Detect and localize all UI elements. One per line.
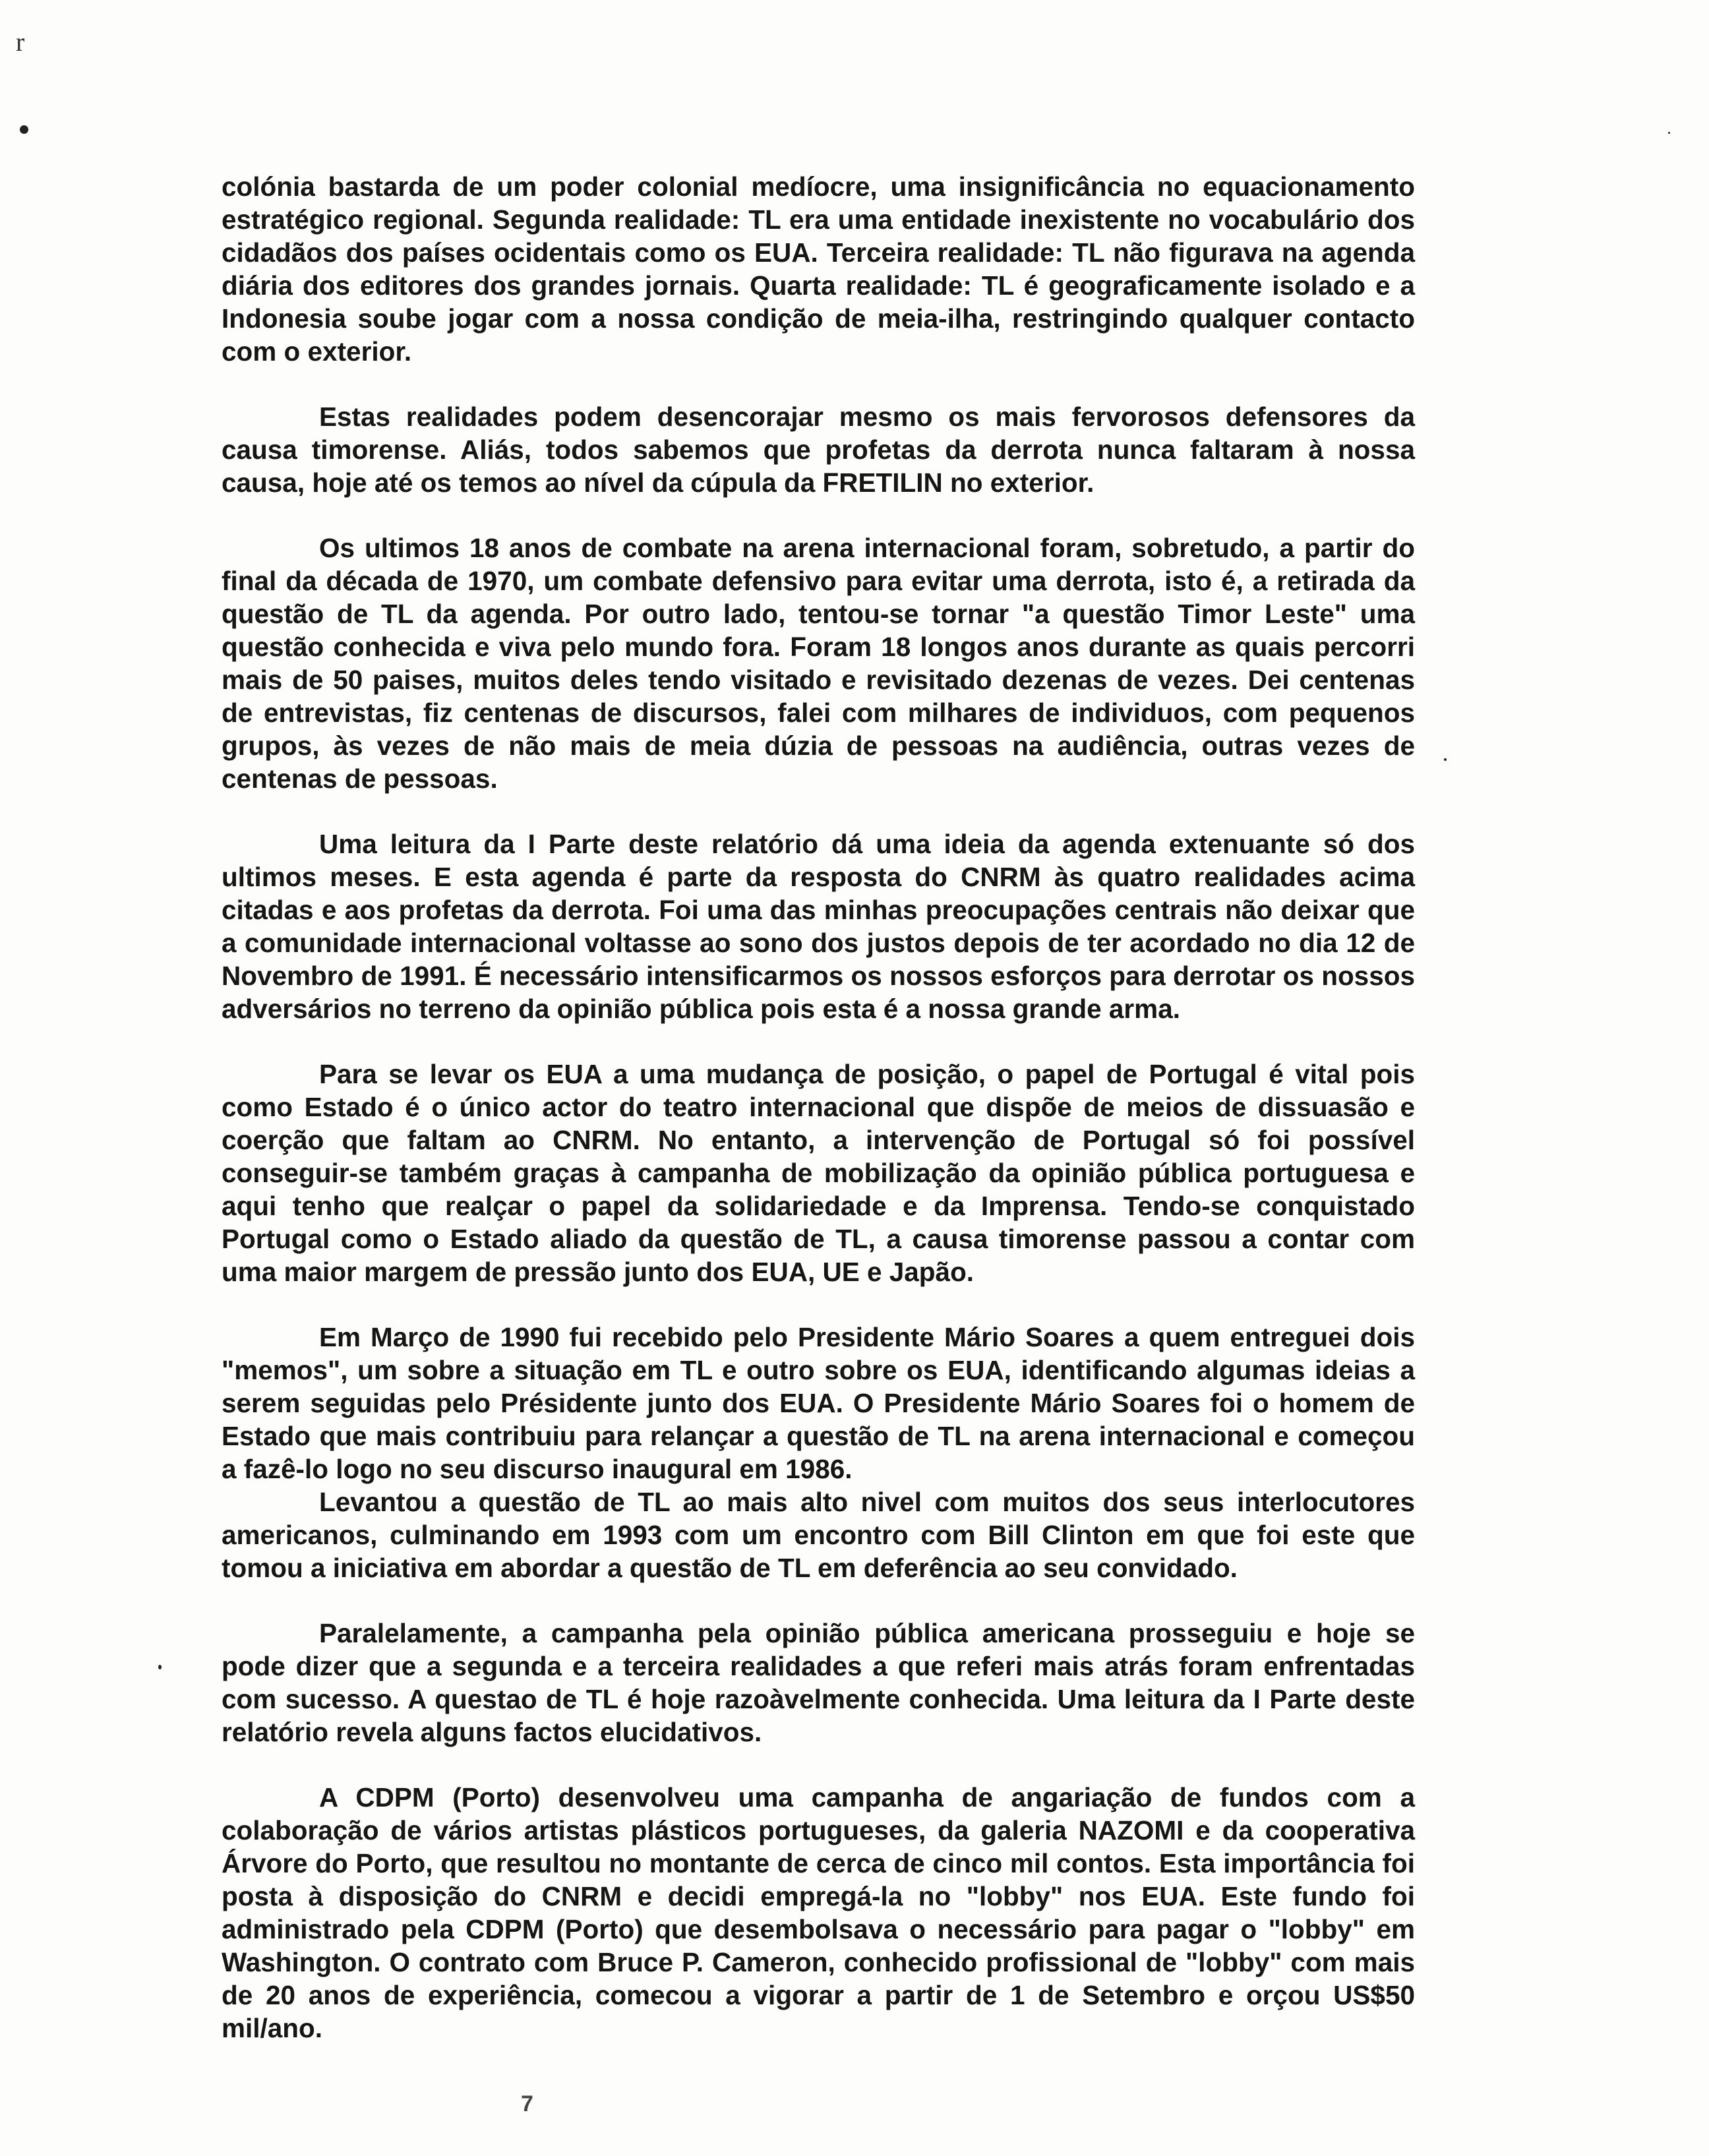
paragraph-5: Para se levar os EUA a uma mudança de posição, o papel de Portugal é vital pois como Estado é o único actor do teatro internacional que dispõe de meios de dissuasão e coerção que faltam ao CNRM. No entanto, a intervenção de Portugal só foi possível conseguir-se também graças à campanha de mobilização da opinião pública portuguesa e aqui tenho que realçar o papel da solidariedade e da Imprensa. Tendo-se conquistado Portugal como o Estado aliado da questão de TL, a causa timorense passou a contar com uma maior margem de pressão junto dos EUA, UE e Japão.: [222, 1059, 1415, 1287]
scan-speck: [1444, 758, 1447, 761]
corner-mark: r: [16, 27, 25, 57]
paragraph-1: colónia bastarda de um poder colonial medíocre, uma insignificância no equacionamento estratégico regional. Segunda realidade: TL era uma entidade inexistente no vocabulário dos cidadãos dos países ocidentais como os EUA. Terceira realidade: TL não figurava na agenda diária dos editores dos grandes jornais. Quarta realidade: TL é geograficamente isolado e a Indonesia soube jogar com a nossa condição de meia-ilha, restringindo qualquer contacto com o exterior.: [222, 171, 1415, 367]
paragraph-7: Levantou a questão de TL ao mais alto nivel com muitos dos seus interlocutores americanos, culminando em 1993 com um encontro com Bill Clinton em que foi este que tomou a iniciativa em abordar a questão de TL em deferência ao seu convidado.: [222, 1487, 1415, 1583]
paragraph-8: Paralelamente, a campanha pela opinião pública americana prosseguiu e hoje se pode dizer que a segunda e a terceira realidades a que referi mais atrás foram enfrentadas com sucesso. A questao de TL é hoje razoàvelmente conhecida. Uma leitura da I Parte deste relatório revela alguns factos elucidativos.: [222, 1618, 1415, 1747]
paragraph-4: Uma leitura da I Parte deste relatório dá uma ideia da agenda extenuante só dos ultimos meses. E esta agenda é parte da resposta do CNRM às quatro realidades acima citadas e aos profetas da derrota. Foi uma das minhas preocupações centrais não deixar que a comunidade internacional voltasse ao sono dos justos depois de ter acordado no dia 12 de Novembro de 1991. É necessário intensificarmos os nossos esforços para derrotar os nossos adversários no terreno da opinião pública pois esta é a nossa grande arma.: [222, 829, 1415, 1024]
body-text: [222, 170, 1415, 2045]
scan-speck: [20, 125, 28, 134]
page-number: 7: [521, 2091, 533, 2116]
scan-speck: [1668, 132, 1670, 134]
paragraph-2: Estas realidades podem desencorajar mesmo os mais fervorosos defensores da causa timorense. Aliás, todos sabemos que profetas da derrota nunca faltaram à nossa causa, hoje até os temos ao nível da cúpula da FRETILIN no exterior.: [222, 402, 1415, 498]
paragraph-3: Os ultimos 18 anos de combate na arena internacional foram, sobretudo, a partir do final da década de 1970, um combate defensivo para evitar uma derrota, isto é, a retirada da questão de TL da agenda. Por outro lado, tentou-se tornar "a questão Timor Leste" uma questão conhecida e viva pelo mundo fora. Foram 18 longos anos durante as quais percorri mais de 50 paises, muitos deles tendo visitado e revisitado dezenas de vezes. Dei centenas de entrevistas, fiz centenas de discursos, falei com milhares de individuos, com pequenos grupos, às vezes de não mais de meia dúzia de pessoas na audiência, outras vezes de centenas de pessoas.: [222, 533, 1415, 794]
paragraph-9: A CDPM (Porto) desenvolveu uma campanha de angariação de fundos com a colaboração de vários artistas plásticos portugueses, da galeria NAZOMI e da cooperativa Árvore do Porto, que resultou no montante de cerca de cinco mil contos. Esta importância foi posta à disposição do CNRM e decidi empregá-la no "lobby" nos EUA. Este fundo foi administrado pela CDPM (Porto) que desembolsava o necessário para pagar o "lobby" em Washington. O contrato com Bruce P. Cameron, conhecido profissional de "lobby" com mais de 20 anos de experiência, comecou a vigorar a partir de 1 de Setembro e orçou US$50 mil/ano.: [222, 1782, 1415, 2043]
scan-speck: [158, 1665, 162, 1669]
paragraph-6: Em Março de 1990 fui recebido pelo Presidente Mário Soares a quem entreguei dois "memos", um sobre a situação em TL e outro sobre os EUA, identificando algumas ideias a serem seguidas pelo Présidente junto dos EUA. O Presidente Mário Soares foi o homem de Estado que mais contribuiu para relançar a questão de TL na arena internacional e começou a fazê-lo logo no seu discurso inaugural em 1986.: [222, 1322, 1415, 1484]
